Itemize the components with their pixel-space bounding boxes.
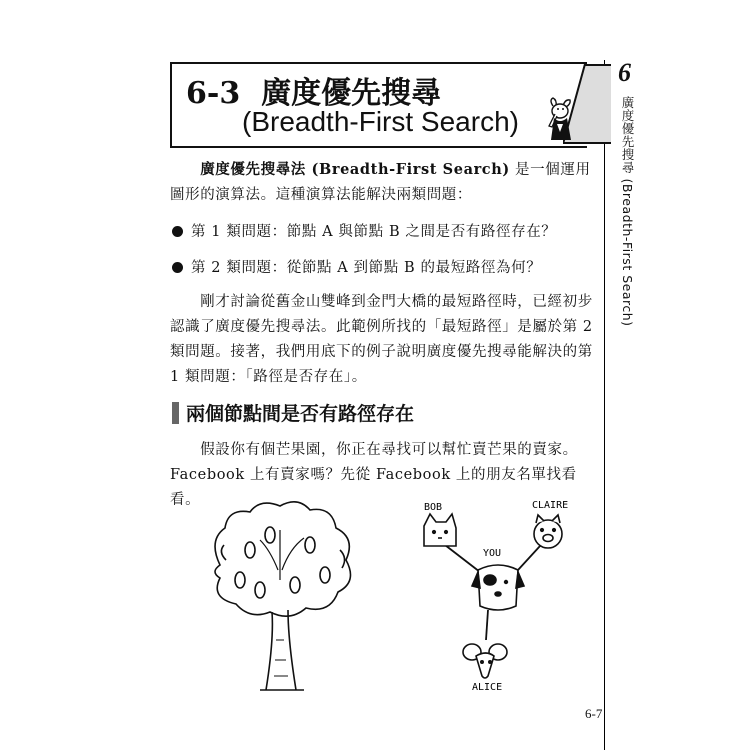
mango-tree-icon (215, 502, 351, 690)
illustration (180, 490, 580, 700)
alice-label: ALICE (472, 682, 503, 693)
intro-paragraph (170, 157, 598, 208)
bullet-text: 第 2 類問題：從節點 A 到節點 B 的最短路徑為何？ (191, 260, 542, 276)
subsection-heading: 兩個節點間是否有路徑存在 (186, 403, 415, 425)
body-paragraph-text: 剛才討論從舊金山雙峰到金門大橋的最短路徑時，已經初步認識了廣度優先搜尋法。此範例所找的「最短路徑」是屬於第 2 類問題。接著，我們用底下的例子說明廣度優先搜尋能解決的第 1 類問題：「路徑是否存在」。 (170, 294, 593, 385)
you-node-icon (472, 565, 524, 610)
chapter-number: 6 (618, 58, 631, 87)
section-heading-bar (172, 402, 179, 424)
bullet-item (172, 220, 556, 241)
section-number: 6-3 (186, 76, 241, 111)
bullet-item (172, 256, 541, 277)
section-title-cn: 廣度優先搜尋 (261, 76, 442, 111)
bob-label: BOB (424, 502, 443, 513)
page-number: 6-7 (585, 706, 603, 721)
mascot-icon (543, 96, 579, 142)
section-title-en: (Breadth-First Search) (242, 106, 519, 137)
bullet-dot-icon (172, 262, 183, 273)
sidebar-chapter-title: 廣度優先搜尋 (Breadth-First Search) (620, 96, 635, 327)
intro-term: 廣度優先搜尋法 (Breadth-First Search) (200, 161, 510, 178)
claire-node-icon (534, 515, 562, 548)
claire-label: CLAIRE (532, 500, 569, 511)
you-label: YOU (483, 548, 502, 559)
body-paragraph (170, 290, 598, 390)
bullet-text: 第 1 類問題：節點 A 與節點 B 之間是否有路徑存在？ (191, 224, 557, 240)
alice-node-icon (463, 644, 507, 678)
intro-text: 是一個運用圖形的演算法。這種演算法能解決兩類問題： (170, 162, 591, 203)
subsection-paragraph-text: 假設你有個芒果園，你正在尋找可以幫忙賣芒果的賣家。Facebook 上有賣家嗎？先從 Facebook 上的朋友名單找看看。 (170, 442, 578, 508)
bullet-dot-icon (172, 226, 183, 237)
sidebar-divider (604, 60, 605, 750)
bob-node-icon (424, 514, 456, 546)
